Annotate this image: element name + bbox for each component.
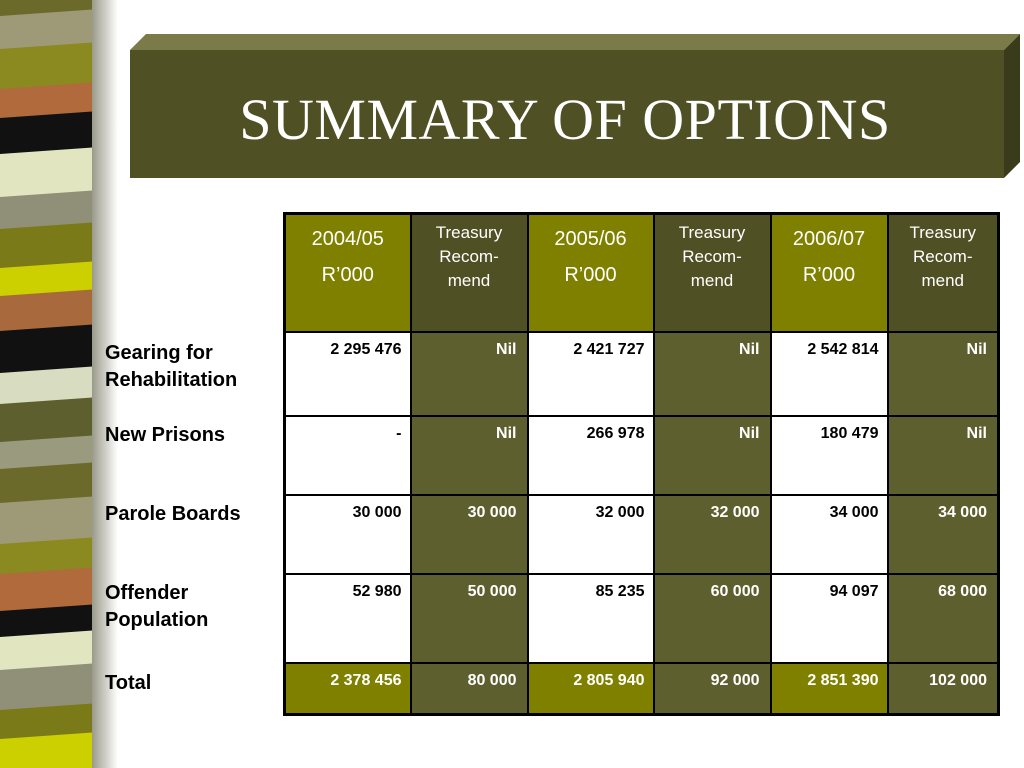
table-cell: 50 000: [411, 574, 528, 663]
table-cell: -: [285, 416, 411, 495]
header-treasury-2004-05: Treasury Recom- mend: [411, 214, 528, 332]
row-label-parole-boards: Parole Boards: [105, 503, 241, 525]
header-row: [285, 214, 999, 332]
table-row: [285, 416, 999, 495]
table-cell: Nil: [411, 416, 528, 495]
table-cell: 32 000: [528, 495, 654, 574]
table-cell: 30 000: [285, 495, 411, 574]
table-cell: 2 542 814: [771, 332, 888, 416]
header-treasury-2006-07: Treasury Recom- mend: [888, 214, 999, 332]
title-banner: [130, 34, 1020, 178]
table-cell: 52 980: [285, 574, 411, 663]
table-cell: 2 851 390: [771, 663, 888, 715]
table-cell: 2 421 727: [528, 332, 654, 416]
header-2006-07: 2006/07 R’000: [771, 214, 888, 332]
header-treasury-2005-06: Treasury Recom- mend: [654, 214, 771, 332]
row-label-new-prisons: New Prisons: [105, 424, 226, 446]
table-cell: 266 978: [528, 416, 654, 495]
table-cell: Nil: [888, 332, 999, 416]
table-cell: Nil: [654, 332, 771, 416]
table-cell: 2 378 456: [285, 663, 411, 715]
table-cell: Nil: [654, 416, 771, 495]
row-label-total: Total: [105, 672, 152, 694]
table-cell: 85 235: [528, 574, 654, 663]
table-cell: 30 000: [411, 495, 528, 574]
decorative-stripe-strip: [0, 0, 118, 768]
table-cell: 80 000: [411, 663, 528, 715]
table-cell: 2 805 940: [528, 663, 654, 715]
table-cell: 34 000: [888, 495, 999, 574]
table-cell: 94 097: [771, 574, 888, 663]
header-2005-06: 2005/06 R’000: [528, 214, 654, 332]
table-row: [285, 332, 999, 416]
table-cell: 34 000: [771, 495, 888, 574]
table-cell: 32 000: [654, 495, 771, 574]
table-cell: Nil: [888, 416, 999, 495]
page-title: SUMMARY OF OPTIONS: [239, 87, 891, 152]
table-cell: 68 000: [888, 574, 999, 663]
summary-table: [283, 212, 1000, 716]
table-cell: 2 295 476: [285, 332, 411, 416]
decorative-stripe: [0, 732, 96, 768]
table-cell: 92 000: [654, 663, 771, 715]
row-label-gearing: Gearing for Rehabilitation: [105, 342, 238, 391]
table-cell: 102 000: [888, 663, 999, 715]
total-row: [285, 663, 999, 715]
table-cell: 60 000: [654, 574, 771, 663]
row-label-offender-population: Offender Population: [105, 582, 209, 631]
table-cell: Nil: [411, 332, 528, 416]
header-2004-05: 2004/05 R’000: [285, 214, 411, 332]
table-cell: 180 479: [771, 416, 888, 495]
table-row: [285, 574, 999, 663]
table-row: [285, 495, 999, 574]
